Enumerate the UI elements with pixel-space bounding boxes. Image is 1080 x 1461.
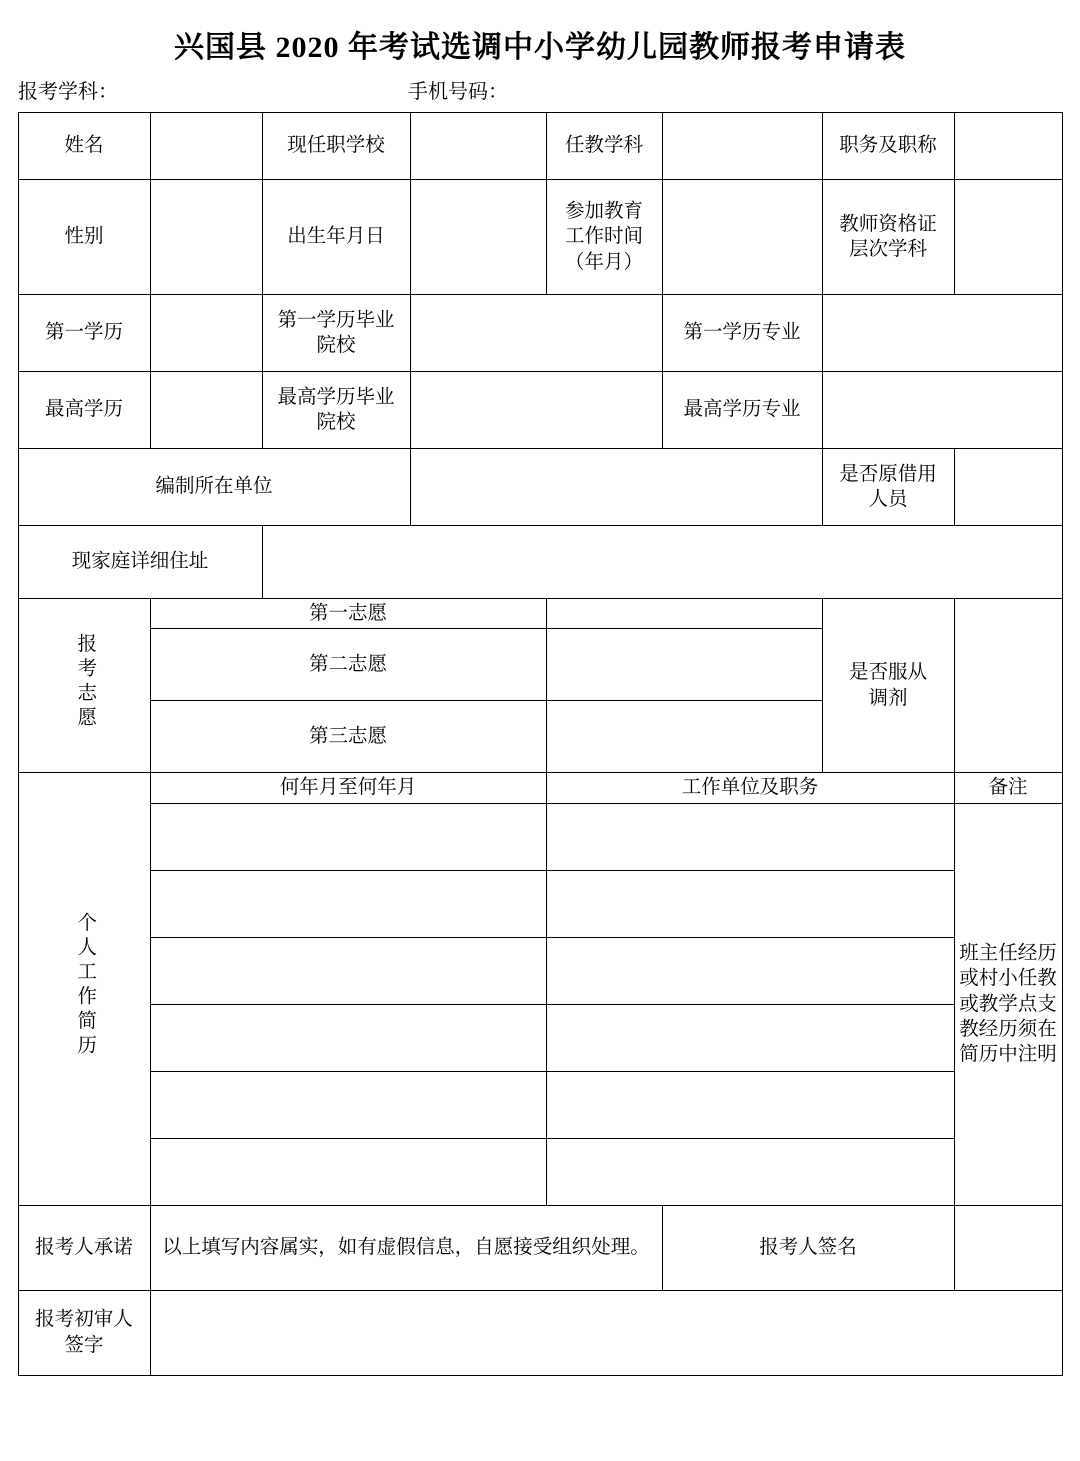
first-education-major-label: 第一学历专业 [662,295,822,372]
borrowed-staff-label [822,449,954,526]
apply-subject-label: 报考学科： [18,81,118,103]
current-school-value[interactable] [410,113,546,180]
first-education-school-label-line1: 第一学历毕业 [277,309,395,331]
highest-education-school-label-line2: 院校 [316,412,356,433]
promise-label: 报考人承诺 [18,1205,150,1290]
work-start-label-line3: （年月） [564,251,643,273]
table-row-resume-header [18,773,1062,803]
teacher-cert-label [822,180,954,295]
teaching-subject-value[interactable] [662,113,822,180]
table-row-resume-entry [18,1071,1062,1138]
volunteer-3-value[interactable] [546,701,822,773]
first-education-school-value[interactable] [410,295,662,372]
table-row-resume-entry [18,1138,1062,1205]
reviewer-label-line1: 报考初审人 [35,1309,133,1331]
volunteer-1-label: 第一志愿 [150,599,546,629]
name-value[interactable] [150,113,262,180]
volunteer-3-label: 第三志愿 [150,701,546,773]
resume-period-header: 何年月至何年月 [150,773,546,803]
table-row-basic-1 [18,113,1062,180]
work-start-label-line1: 参加教育 [564,200,643,222]
resume-period-value[interactable] [150,1004,546,1071]
first-education-value[interactable] [150,295,262,372]
work-start-value[interactable] [662,180,822,295]
reviewer-label-line2: 签字 [64,1334,104,1356]
subheader [18,76,1080,104]
highest-education-school-value[interactable] [410,372,662,449]
obey-adjustment-value[interactable] [954,599,1062,773]
table-row-basic-2 [18,180,1062,295]
first-education-major-value[interactable] [822,295,1062,372]
resume-unit-post-value[interactable] [546,803,954,870]
table-row-resume-entry [18,870,1062,937]
gender-value[interactable] [150,180,262,295]
first-education-label: 第一学历 [18,295,150,372]
table-row-resume-entry [18,803,1062,870]
applicant-signature-value[interactable] [954,1205,1062,1290]
position-title-value[interactable] [954,113,1062,180]
highest-education-major-label: 最高学历专业 [662,372,822,449]
resume-unit-post-header: 工作单位及职务 [546,773,954,803]
teacher-cert-value[interactable] [954,180,1062,295]
table-row-promise [18,1205,1062,1290]
birthdate-value[interactable] [410,180,546,295]
highest-education-label: 最高学历 [18,372,150,449]
highest-education-major-value[interactable] [822,372,1062,449]
first-education-school-label [262,295,410,372]
table-row-first-education [18,295,1062,372]
first-education-school-label-line2: 院校 [316,335,356,356]
application-table [18,112,1063,1376]
highest-education-school-label [262,372,410,449]
borrowed-staff-label-line1: 是否原借用 [839,463,937,485]
phone-number-label: 手机号码： [408,81,508,103]
table-row-volunteer-1 [18,599,1062,629]
gender-label: 性别 [18,180,150,295]
work-start-label [546,180,662,295]
resume-unit-post-value[interactable] [546,870,954,937]
birthdate-label: 出生年月日 [262,180,410,295]
teacher-cert-label-line1: 教师资格证 [839,213,937,235]
resume-period-value[interactable] [150,1138,546,1205]
resume-period-value[interactable] [150,803,546,870]
teaching-subject-label: 任教学科 [546,113,662,180]
volunteer-2-value[interactable] [546,629,822,701]
resume-section-label-text: 个人工作简历 [74,911,96,1059]
resume-unit-post-value[interactable] [546,937,954,1004]
teacher-cert-label-line2: 层次学科 [848,239,927,260]
reviewer-label [18,1290,150,1375]
current-school-label: 现任职学校 [262,113,410,180]
resume-remark-note: 班主任经历或村小任教或教学点支教经历须在简历中注明 [954,803,1062,1205]
resume-unit-post-value[interactable] [546,1004,954,1071]
home-address-label: 现家庭详细住址 [18,526,262,599]
resume-period-value[interactable] [150,870,546,937]
borrowed-staff-value[interactable] [954,449,1062,526]
application-form-page [0,22,1080,1461]
table-row-highest-education [18,372,1062,449]
highest-education-school-label-line1: 最高学历毕业 [277,386,395,408]
resume-remark-header: 备注 [954,773,1062,803]
obey-adjustment-label [822,599,954,773]
home-address-value[interactable] [262,526,1062,599]
volunteer-section-label-text: 报考志愿 [74,633,96,731]
volunteer-section-label [18,599,150,773]
name-label: 姓名 [18,113,150,180]
position-title-label: 职务及职称 [822,113,954,180]
obey-adjustment-label-line1: 是否服从 [848,662,927,684]
work-start-label-line2: 工作时间 [564,226,643,248]
highest-education-value[interactable] [150,372,262,449]
applicant-signature-label: 报考人签名 [662,1205,954,1290]
staffing-unit-value[interactable] [410,449,822,526]
resume-period-value[interactable] [150,1071,546,1138]
staffing-unit-label: 编制所在单位 [18,449,410,526]
volunteer-1-value[interactable] [546,599,822,629]
table-row-address [18,526,1062,599]
page-title: 兴国县 2020 年考试选调中小学幼儿园教师报考申请表 [174,31,906,64]
resume-unit-post-value[interactable] [546,1138,954,1205]
table-row-reviewer [18,1290,1062,1375]
resume-unit-post-value[interactable] [546,1071,954,1138]
obey-adjustment-label-line2: 调剂 [868,687,908,709]
volunteer-2-label: 第二志愿 [150,629,546,701]
table-row-unit [18,449,1062,526]
reviewer-signature-value[interactable] [150,1290,1062,1375]
table-row-resume-entry [18,937,1062,1004]
table-row-resume-entry [18,1004,1062,1071]
promise-text: 以上填写内容属实，如有虚假信息，自愿接受组织处理。 [150,1205,662,1290]
borrowed-staff-label-line2: 人员 [868,489,908,510]
resume-section-label [18,773,150,1205]
resume-period-value[interactable] [150,937,546,1004]
